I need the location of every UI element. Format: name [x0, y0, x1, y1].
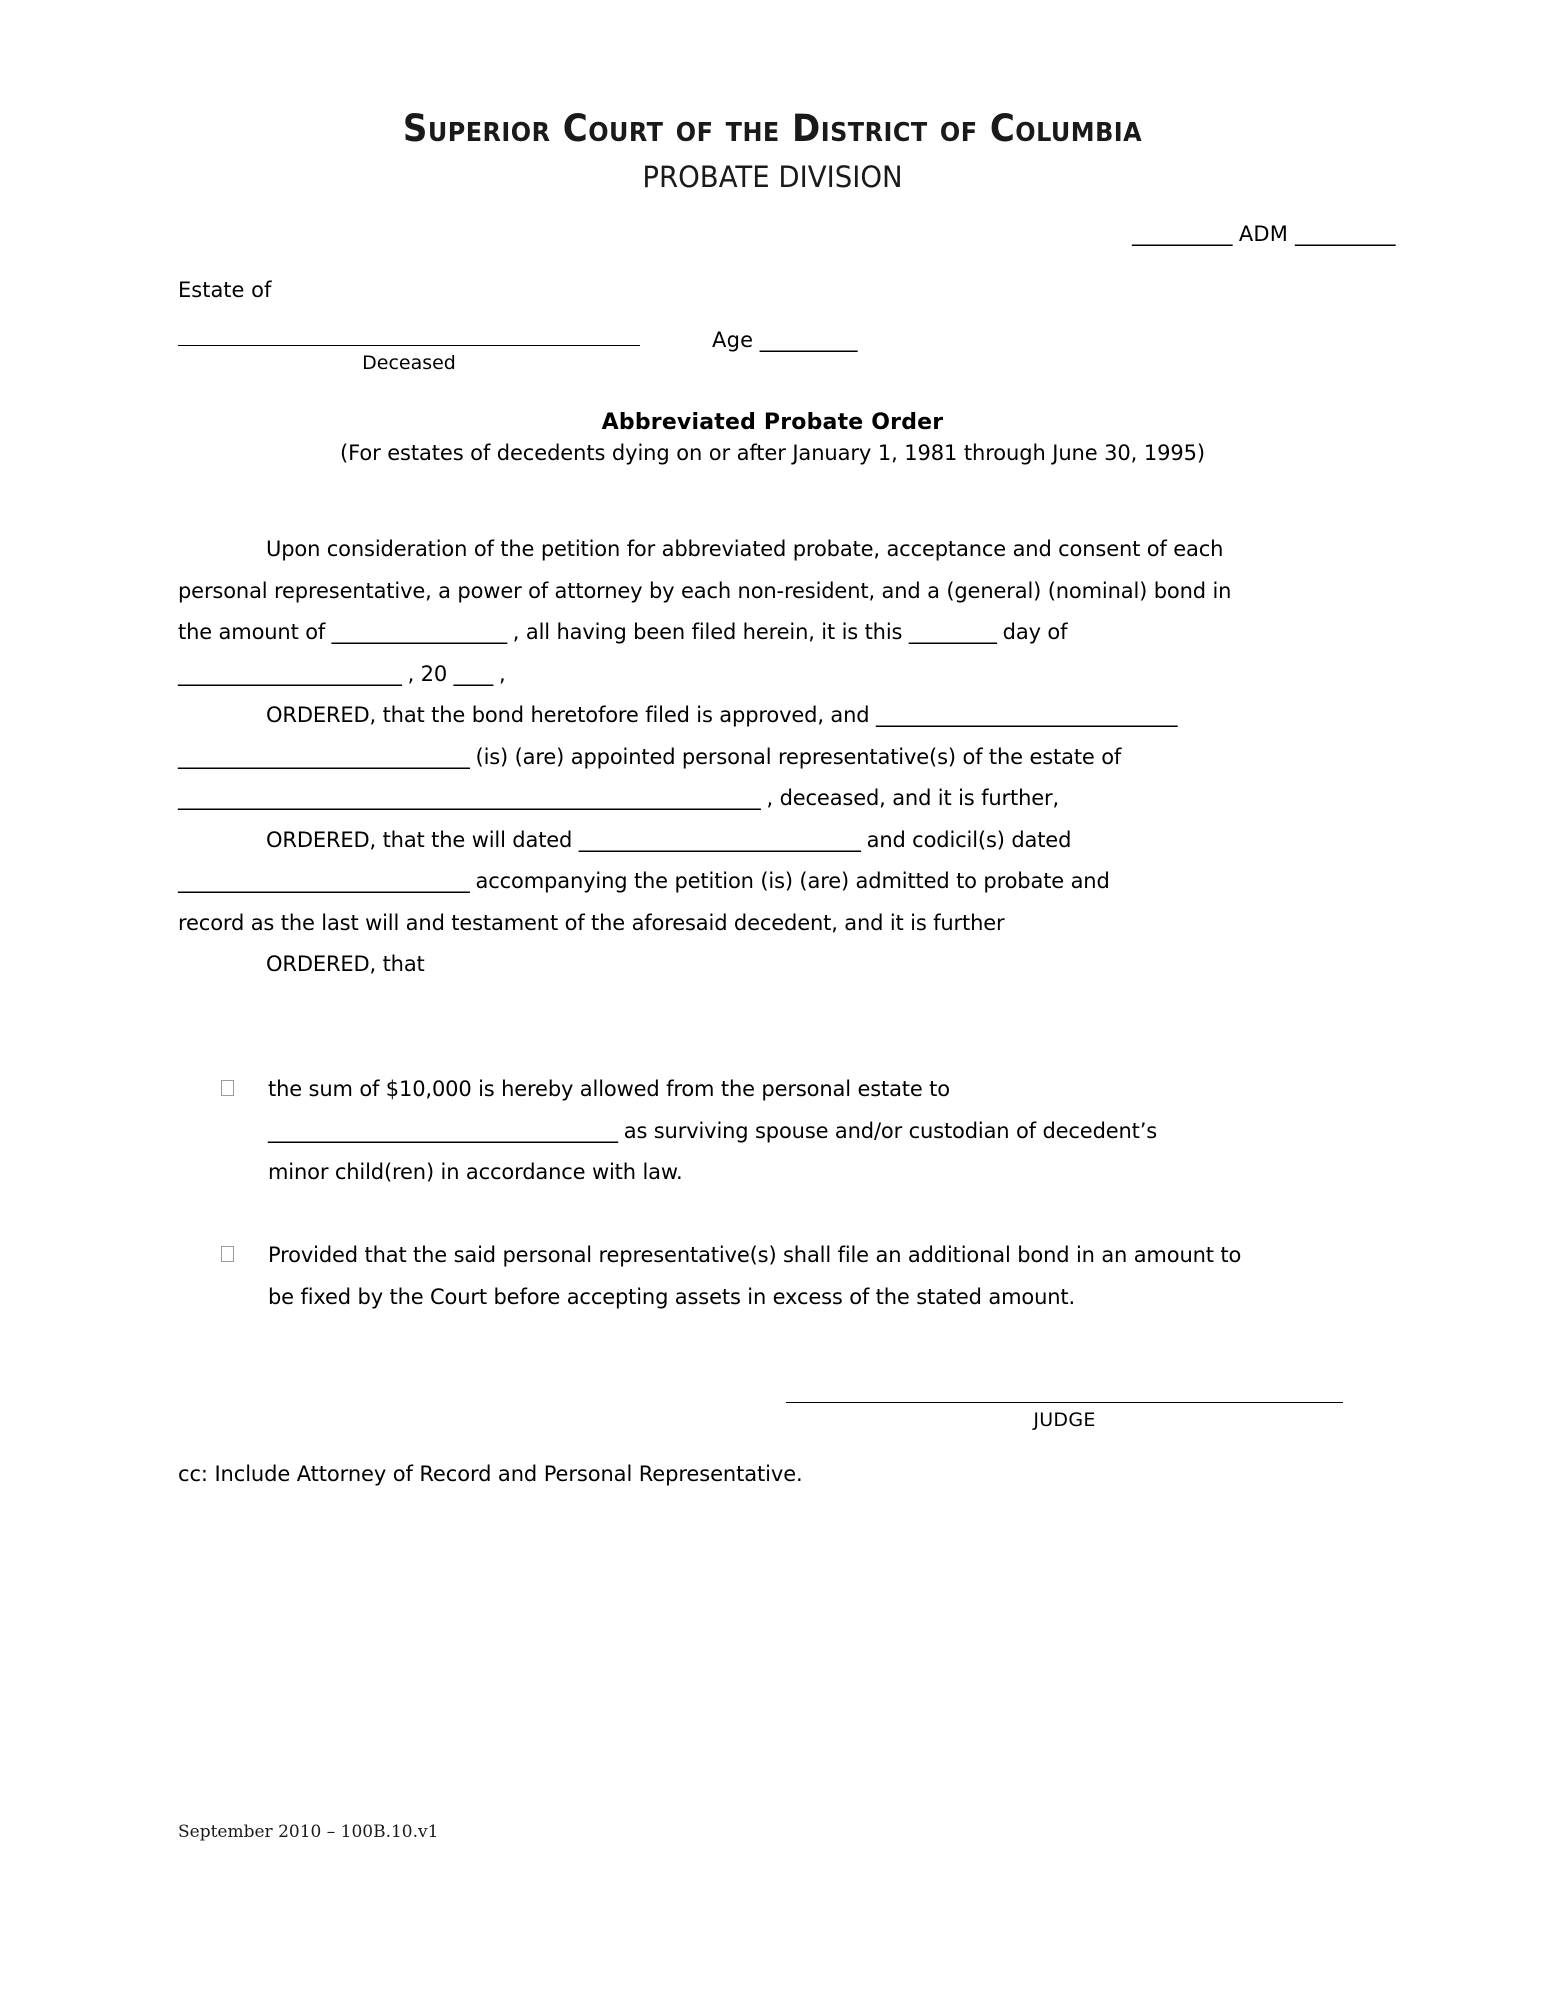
- checkitem-line: [268, 1069, 1328, 1111]
- order-checklist: [178, 1069, 1328, 1318]
- checkitem-0-line1: the sum of $10,000 is hereby allowed from the personal estate to: [268, 1077, 950, 1101]
- para1-line3-b: , all having been filed herein, it is this: [506, 620, 909, 644]
- checkitem-line: [268, 1235, 1328, 1277]
- checkbox-unchecked-icon[interactable]: [221, 1080, 234, 1096]
- para1-line4-a: , 20: [401, 661, 454, 686]
- codicil-date-blank[interactable]: ______________________________: [178, 869, 470, 893]
- ordered2-b: and codicil(s) dated: [860, 827, 1072, 852]
- surviving-spouse-blank[interactable]: ____________________________________: [268, 1118, 618, 1143]
- cc-note: cc: Include Attorney of Record and Personal Representative.: [178, 1462, 803, 1486]
- personal-rep-blank-1[interactable]: _______________________________: [875, 703, 1177, 727]
- paragraph-line: [178, 529, 1328, 571]
- day-blank[interactable]: _________: [908, 620, 997, 644]
- document-revision-footer: September 2010 – 100B.10.v1: [178, 1822, 439, 1842]
- year-blank[interactable]: ____: [453, 661, 493, 686]
- para1-line2: personal representative, a power of attorney by each non-resident, and a (general) (nominal) bond in: [178, 578, 1232, 603]
- checkitem-0-line2a: as surviving spouse and/or custodian of decedent’s: [617, 1118, 1158, 1143]
- checkitem-line: [268, 1111, 1328, 1153]
- paragraph-line: [178, 820, 1328, 862]
- case-number-prefix-blank[interactable]: __________: [1131, 222, 1232, 246]
- paragraph-line: [178, 737, 1328, 779]
- checkitem-line: [268, 1152, 1328, 1194]
- paragraph-line: [178, 861, 1328, 903]
- judge-signature-field[interactable]: [786, 1402, 1343, 1403]
- case-number-label: [1232, 222, 1239, 246]
- paragraph-line: [178, 903, 1328, 945]
- ordered2-a: ORDERED, that the will dated: [266, 827, 579, 852]
- ordered3: ORDERED, that: [266, 952, 425, 976]
- list-item: [178, 1069, 1328, 1194]
- division-subtitle: PROBATE DIVISION: [642, 160, 903, 194]
- checkitem-line: [268, 1277, 1328, 1319]
- ordered1-a: ORDERED, that the bond heretofore filed is approved, and: [266, 703, 876, 727]
- ordered2-line2-a: accompanying the petition (is) (are) admitted to probate and: [469, 869, 1110, 893]
- paragraph-line: [178, 695, 1328, 737]
- paragraph-line: [178, 654, 1328, 696]
- ordered2-line3: record as the last will and testament of the aforesaid decedent, and it is further: [178, 910, 1005, 935]
- ordered1-line3-a: , deceased, and it is further,: [760, 786, 1060, 810]
- age-label: Age: [712, 328, 754, 352]
- order-body: [178, 529, 1328, 986]
- paragraph-line: [178, 944, 1328, 986]
- para1-line4-b: ,: [492, 661, 506, 686]
- ordered1-line2-a: (is) (are) appointed personal representative(s) of the estate of: [469, 744, 1122, 769]
- age-field: [712, 328, 857, 352]
- month-blank[interactable]: _______________________: [178, 661, 402, 686]
- case-number-suffix-blank[interactable]: __________: [1295, 222, 1395, 246]
- list-item: [178, 1235, 1328, 1318]
- decedent-name-caption: Deceased: [362, 352, 456, 374]
- paragraph-line: [178, 778, 1328, 820]
- paragraph-line: [178, 612, 1328, 654]
- decedent-name-field[interactable]: [178, 345, 640, 346]
- page-title: Superior Court of the District of Columbia: [402, 107, 1143, 150]
- form-title: Abbreviated Probate Order: [601, 410, 944, 435]
- checkbox-unchecked-icon[interactable]: [221, 1246, 234, 1262]
- estate-name-blank[interactable]: ____________________________________________________________: [178, 786, 761, 810]
- checkitem-1-line2: be fixed by the Court before accepting assets in excess of the stated amount.: [268, 1284, 1076, 1309]
- para1-line3-c: day of: [996, 620, 1068, 644]
- checkitem-0-line3: minor child(ren) in accordance with law.: [268, 1160, 683, 1184]
- age-input-blank[interactable]: __________: [759, 328, 857, 352]
- judge-signature-caption: JUDGE: [1033, 1409, 1096, 1431]
- estate-of-label: Estate of: [178, 278, 272, 302]
- para1-line1: Upon consideration of the petition for abbreviated probate, acceptance and consent of each: [266, 537, 1224, 561]
- case-number-row: [0, 222, 1545, 246]
- checkitem-1-line1: Provided that the said personal representative(s) shall file an additional bond in an amount to: [268, 1243, 1242, 1267]
- adm-label: ADM: [1238, 222, 1289, 246]
- personal-rep-blank-2[interactable]: ______________________________: [178, 744, 470, 769]
- para1-line3-a: the amount of: [178, 620, 332, 644]
- form-subtitle: (For estates of decedents dying on or after January 1, 1981 through June 30, 1995): [340, 441, 1205, 465]
- paragraph-line: [178, 571, 1328, 613]
- will-date-blank[interactable]: _____________________________: [578, 827, 861, 852]
- bond-amount-blank[interactable]: __________________: [331, 620, 507, 644]
